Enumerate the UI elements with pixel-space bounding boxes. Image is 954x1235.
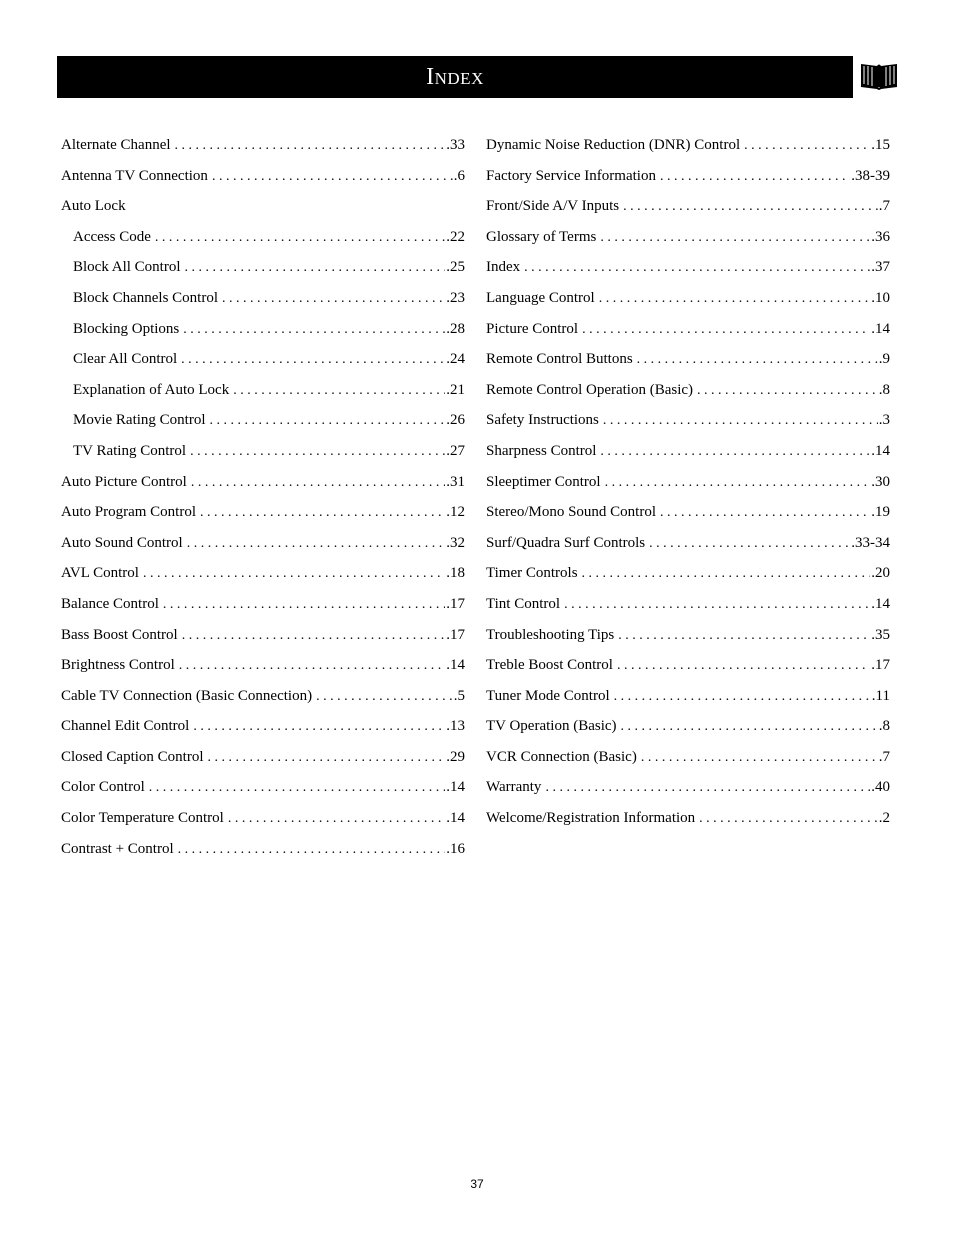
page-title: Index <box>426 64 484 90</box>
index-entry <box>61 130 465 161</box>
index-entry-page: .20 <box>871 565 890 582</box>
index-entry-label: Block Channels Control <box>73 289 218 306</box>
index-entry-label: Timer Controls <box>486 565 578 582</box>
index-entry <box>61 589 465 620</box>
index-entry-page: .3 <box>878 412 890 429</box>
dot-leader <box>623 192 878 223</box>
dot-leader <box>524 253 870 284</box>
index-entry-label: AVL Control <box>61 565 139 582</box>
index-entry-label: Balance Control <box>61 595 159 612</box>
dot-leader <box>617 651 870 682</box>
index-entry-label: Tuner Mode Control <box>486 687 610 704</box>
dot-leader <box>208 743 446 774</box>
index-entry <box>486 405 890 436</box>
index-entry-page: .26 <box>446 412 465 429</box>
index-entry-label: TV Rating Control <box>73 442 187 459</box>
index-entry-page: .25 <box>446 259 465 276</box>
dot-leader <box>183 315 445 346</box>
index-entry <box>486 742 890 773</box>
index-entry-label: Tint Control <box>486 595 561 612</box>
index-entry-page: .16 <box>446 840 465 857</box>
index-entry-page: .19 <box>871 504 890 521</box>
index-entry <box>486 620 890 651</box>
index-entry-label: Explanation of Auto Lock <box>73 381 230 398</box>
index-entry <box>486 650 890 681</box>
index-entry <box>486 252 890 283</box>
index-entry <box>61 497 465 528</box>
dot-leader <box>233 376 445 407</box>
index-entry <box>486 589 890 620</box>
index-entry-page: .8 <box>878 381 890 398</box>
index-entry-label: Auto Program Control <box>61 504 196 521</box>
page-number: 37 <box>470 1177 484 1191</box>
index-entry <box>486 497 890 528</box>
index-entry-label: Picture Control <box>486 320 579 337</box>
dot-leader <box>143 559 445 590</box>
index-entry-page: .37 <box>871 259 890 276</box>
dot-leader <box>603 406 878 437</box>
index-entry-page: .14 <box>871 595 890 612</box>
index-entry <box>486 558 890 589</box>
index-entry <box>486 467 890 498</box>
index-entry <box>61 191 465 222</box>
index-entry-page: .31 <box>446 473 465 490</box>
dot-leader <box>210 406 446 437</box>
dot-leader <box>637 345 878 376</box>
index-entry <box>486 375 890 406</box>
index-entry-page: .27 <box>446 442 465 459</box>
index-entry <box>61 772 465 803</box>
index-entry-label: Remote Control Operation (Basic) <box>486 381 694 398</box>
index-entry-label: Closed Caption Control <box>61 748 204 765</box>
dot-leader <box>187 529 446 560</box>
index-entry <box>486 344 890 375</box>
index-entry <box>61 711 465 742</box>
index-entry-page: .12 <box>446 504 465 521</box>
index-entry <box>486 681 890 712</box>
index-entry-page: .15 <box>871 137 890 153</box>
index-entry <box>61 222 465 253</box>
index-entry-label: Auto Picture Control <box>61 473 187 490</box>
dot-leader <box>222 284 445 315</box>
index-entry-page: .23 <box>446 289 465 306</box>
index-entry <box>61 436 465 467</box>
dot-leader <box>605 468 871 499</box>
dot-leader <box>621 712 878 743</box>
index-entry-page: .32 <box>446 534 465 551</box>
index-entry-page: .8 <box>878 718 890 735</box>
index-entry <box>61 252 465 283</box>
index-entry-label: Antenna TV Connection <box>61 167 208 184</box>
dot-leader <box>744 131 870 162</box>
index-column-right <box>486 130 890 834</box>
book-icon <box>859 60 899 90</box>
dot-leader <box>600 437 870 468</box>
index-entry <box>486 161 890 192</box>
index-entry <box>486 191 890 222</box>
index-entry <box>61 803 465 834</box>
dot-leader <box>641 743 878 774</box>
index-entry-page: .10 <box>871 289 890 306</box>
header-bar <box>57 56 853 98</box>
index-entry-label: Sleeptimer Control <box>486 473 601 490</box>
dot-leader <box>182 621 446 652</box>
dot-leader <box>618 621 870 652</box>
index-entry-page: .21 <box>446 381 465 398</box>
index-entry-label: Block All Control <box>73 259 181 276</box>
index-entry <box>61 528 465 559</box>
dot-leader <box>175 131 446 162</box>
index-entry-label: Troubleshooting Tips <box>486 626 615 643</box>
index-entry-label: Glossary of Terms <box>486 228 597 245</box>
index-entry-label: Auto Lock <box>61 198 126 215</box>
index-entry-page: .35 <box>871 626 890 643</box>
dot-leader <box>155 223 445 254</box>
index-entry <box>486 222 890 253</box>
index-entry-label: Dynamic Noise Reduction (DNR) Control <box>486 137 741 153</box>
index-entry-page: .38-39 <box>851 167 890 184</box>
index-entry-label: Clear All Control <box>73 351 178 368</box>
dot-leader <box>582 559 871 590</box>
index-entry <box>61 161 465 192</box>
dot-leader <box>614 682 871 713</box>
index-entry-page: .5 <box>453 687 465 704</box>
index-column-left <box>61 130 465 864</box>
index-entry-label: Alternate Channel <box>61 137 171 153</box>
index-entry <box>61 375 465 406</box>
index-entry-label: Contrast + Control <box>61 840 174 857</box>
dot-leader <box>699 804 878 835</box>
dot-leader <box>185 253 446 284</box>
index-entry-page: .17 <box>871 657 890 674</box>
index-entry <box>61 405 465 436</box>
index-entry-label: Index <box>486 259 521 276</box>
dot-leader <box>649 529 850 560</box>
index-entry-page: .30 <box>871 473 890 490</box>
index-entry-page: .2 <box>878 810 890 827</box>
index-entry-label: Auto Sound Control <box>61 534 183 551</box>
index-entry <box>486 130 890 161</box>
index-entry-label: Blocking Options <box>73 320 180 337</box>
dot-leader <box>181 345 445 376</box>
index-entry-page: .14 <box>871 320 890 337</box>
index-entry-page: .14 <box>871 442 890 459</box>
index-entry <box>61 681 465 712</box>
index-entry <box>486 436 890 467</box>
dot-leader <box>179 651 445 682</box>
index-entry-page: .9 <box>878 351 890 368</box>
index-entry-label: Movie Rating Control <box>73 412 206 429</box>
dot-leader <box>660 162 850 193</box>
index-entry-label: Remote Control Buttons <box>486 351 633 368</box>
dot-leader <box>697 376 878 407</box>
index-entry-label: Access Code <box>73 228 151 245</box>
index-entry-page: .33-34 <box>851 534 890 551</box>
index-entry-page: .7 <box>878 748 890 765</box>
index-entry-label: Factory Service Information <box>486 167 656 184</box>
index-entry-page: .29 <box>446 748 465 765</box>
index-entry-page: .28 <box>446 320 465 337</box>
index-entry-page: .13 <box>446 718 465 735</box>
index-entry-page: .7 <box>878 198 890 215</box>
index-entry-label: Surf/Quadra Surf Controls <box>486 534 646 551</box>
dot-leader <box>163 590 445 621</box>
index-entry <box>486 528 890 559</box>
index-entry-label: Sharpness Control <box>486 442 597 459</box>
index-entry <box>486 283 890 314</box>
dot-leader <box>228 804 445 835</box>
index-entry-label: Cable TV Connection (Basic Connection) <box>61 687 313 704</box>
index-entry-label: Welcome/Registration Information <box>486 810 696 827</box>
index-entry-label: Brightness Control <box>61 657 175 674</box>
index-entry-label: Safety Instructions <box>486 412 599 429</box>
dot-leader <box>545 773 870 804</box>
index-entry-label: Color Control <box>61 779 145 796</box>
index-entry <box>486 772 890 803</box>
index-entry <box>61 558 465 589</box>
dot-leader <box>660 498 870 529</box>
index-entry-page: .11 <box>871 687 890 704</box>
index-entry-page: .17 <box>446 626 465 643</box>
index-entry-page: .14 <box>446 779 465 796</box>
index-entry-page: .14 <box>446 810 465 827</box>
index-entry <box>61 344 465 375</box>
dot-leader <box>599 284 871 315</box>
index-entry <box>61 314 465 345</box>
dot-leader <box>190 437 445 468</box>
index-entry-label: VCR Connection (Basic) <box>486 748 637 765</box>
index-entry <box>61 283 465 314</box>
dot-leader <box>149 773 445 804</box>
index-entry-label: Front/Side A/V Inputs <box>486 198 620 215</box>
index-entry-label: Warranty <box>486 779 542 796</box>
index-entry-page: .22 <box>446 228 465 245</box>
index-entry-page: .17 <box>446 595 465 612</box>
index-entry-label: Stereo/Mono Sound Control <box>486 504 657 521</box>
dot-leader <box>564 590 870 621</box>
dot-leader <box>600 223 870 254</box>
dot-leader <box>200 498 445 529</box>
index-entry-page: .18 <box>446 565 465 582</box>
index-entry-label: Treble Boost Control <box>486 657 613 674</box>
index-entry-page: .24 <box>446 351 465 368</box>
index-entry-page: .6 <box>453 167 465 184</box>
index-entry-label: TV Operation (Basic) <box>486 718 617 735</box>
index-entry <box>486 314 890 345</box>
index-entry-label: Channel Edit Control <box>61 718 190 735</box>
index-entry <box>486 803 890 834</box>
dot-leader <box>178 835 446 866</box>
index-entry-label: Bass Boost Control <box>61 626 178 643</box>
index-entry-page: .33 <box>446 137 465 153</box>
index-entry-page: .14 <box>446 657 465 674</box>
dot-leader <box>212 162 453 193</box>
index-entry-page: .40 <box>871 779 890 796</box>
index-entry <box>61 834 465 865</box>
dot-leader <box>582 315 870 346</box>
index-entry-label: Color Temperature Control <box>61 810 224 827</box>
dot-leader <box>191 468 445 499</box>
index-entry-label: Language Control <box>486 289 595 306</box>
dot-leader <box>193 712 445 743</box>
index-entry <box>61 620 465 651</box>
dot-leader <box>316 682 453 713</box>
index-entry <box>61 650 465 681</box>
index-entry <box>486 711 890 742</box>
index-entry <box>61 467 465 498</box>
index-entry <box>61 742 465 773</box>
index-entry-page: .36 <box>871 228 890 245</box>
